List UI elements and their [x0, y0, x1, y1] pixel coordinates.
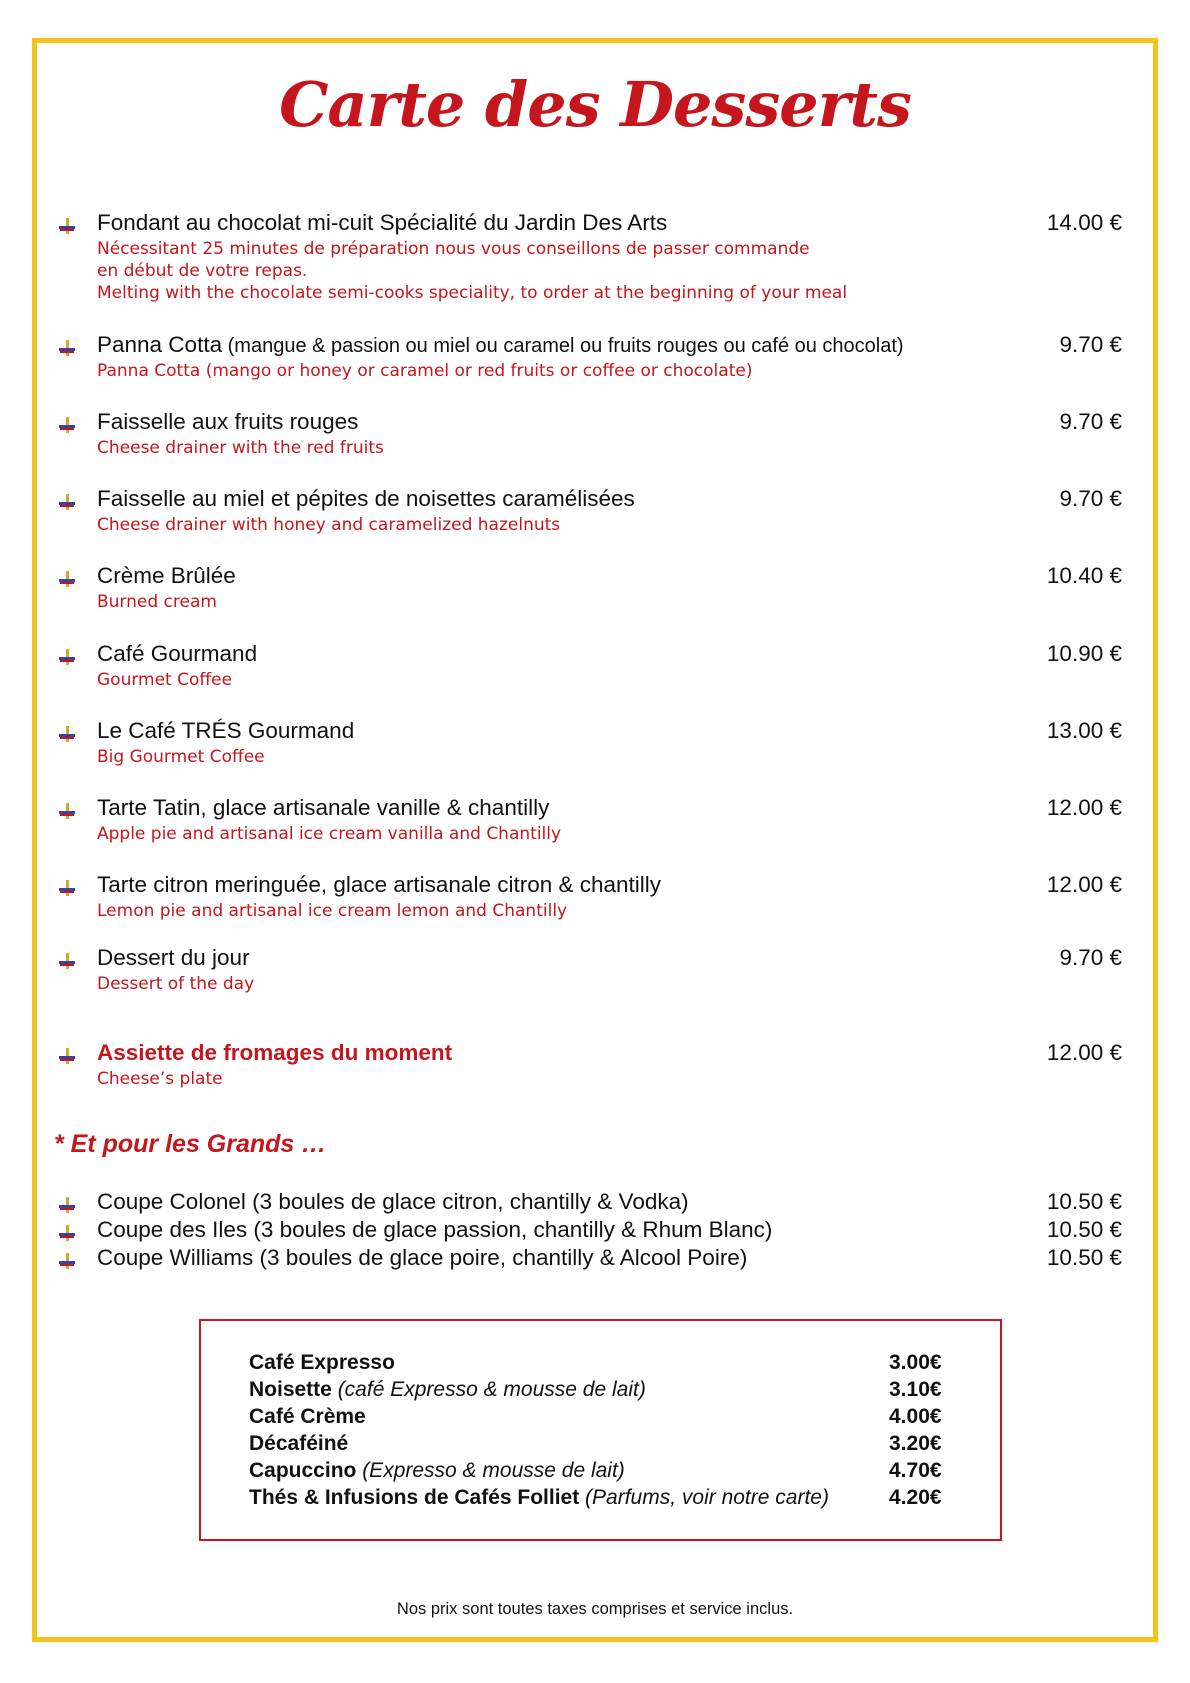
cafe-name: Capuccino [249, 1459, 357, 1482]
dessert-description [97, 669, 232, 691]
description-line: Cheese drainer with honey and caramelized hazelnuts [97, 515, 561, 535]
coupe-price: 10.50 € [1046, 1245, 1122, 1270]
dessert-name-note: (mangue & passion ou miel ou caramel ou fruits rouges ou café ou chocolat) [222, 335, 904, 357]
dessert-price: 13.00 € [1046, 718, 1122, 743]
bullet-icon [58, 415, 76, 433]
dessert-price: 9.70 € [1059, 409, 1122, 434]
cafe-row [249, 1432, 949, 1456]
cafe-row [249, 1378, 949, 1402]
description-line: Apple pie and artisanal ice cream vanilla and Chantilly [97, 824, 562, 844]
bullet-icon [58, 1251, 76, 1269]
bullet-icon [58, 951, 76, 969]
cafe-price: 3.00€ [889, 1351, 942, 1374]
dessert-description [97, 900, 567, 922]
cafe-row [249, 1459, 949, 1483]
dessert-description [97, 823, 561, 845]
bullet-icon [58, 1195, 76, 1213]
bullet-icon [58, 492, 76, 510]
description-line: en début de votre repas. [97, 261, 308, 281]
cafe-name: Décaféiné [249, 1432, 349, 1455]
dessert-name: Tarte Tatin, glace artisanale vanille & chantilly [97, 795, 550, 820]
dessert-name-main: Panna Cotta [97, 332, 223, 357]
dessert-description [97, 746, 265, 768]
dessert-price: 12.00 € [1046, 795, 1122, 820]
dessert-price: 12.00 € [1046, 1040, 1122, 1065]
bullet-icon [58, 1223, 76, 1241]
dessert-name: Tarte citron meringuée, glace artisanale citron & chantilly [97, 872, 662, 897]
dessert-price: 10.90 € [1046, 641, 1122, 666]
dessert-description [97, 973, 254, 995]
dessert-description [97, 591, 217, 613]
cafe-row [249, 1405, 949, 1429]
description-line: Lemon pie and artisanal ice cream lemon and Chantilly [97, 901, 568, 921]
bullet-icon [58, 216, 76, 234]
cafe-price: 3.10€ [889, 1378, 942, 1401]
cafe-name: Thés & Infusions de Cafés Folliet [249, 1486, 580, 1509]
cafe-box [199, 1319, 1002, 1541]
bullet-icon [58, 724, 76, 742]
bullet-icon [58, 569, 76, 587]
description-line: Panna Cotta (mango or honey or caramel or red fruits or coffee or chocolate) [97, 361, 753, 381]
dessert-name: Assiette de fromages du moment [97, 1040, 453, 1065]
dessert-price: 14.00 € [1046, 210, 1122, 235]
description-line: Big Gourmet Coffee [97, 747, 265, 767]
cafe-note: (café Expresso & mousse de lait) [331, 1378, 646, 1401]
dessert-name: Dessert du jour [97, 945, 250, 970]
grands-heading: * Et pour les Grands … [54, 1130, 327, 1158]
page-title: Carte des Desserts [279, 68, 911, 141]
bullet-icon [58, 878, 76, 896]
coupe-name: Coupe Colonel (3 boules de glace citron, chantilly & Vodka) [97, 1189, 689, 1214]
cafe-price: 4.00€ [889, 1405, 942, 1428]
description-line: Cheese drainer with the red fruits [97, 438, 384, 458]
bullet-icon [58, 647, 76, 665]
coupe-price: 10.50 € [1046, 1217, 1122, 1242]
coupe-name: Coupe des Iles (3 boules de glace passion, chantilly & Rhum Blanc) [97, 1217, 773, 1242]
description-line: Melting with the chocolate semi-cooks speciality, to order at the beginning of your meal [97, 283, 848, 303]
dessert-description [97, 238, 847, 304]
cafe-price: 4.70€ [889, 1459, 942, 1482]
dessert-name: Le Café TRÉS Gourmand [97, 718, 355, 743]
dessert-description [97, 1068, 223, 1090]
description-line: Burned cream [97, 592, 217, 612]
dessert-name: Faisselle aux fruits rouges [97, 409, 359, 434]
dessert-description [97, 514, 560, 536]
bullet-icon [58, 801, 76, 819]
dessert-name [97, 332, 904, 358]
dessert-price: 9.70 € [1059, 945, 1122, 970]
dessert-name: Faisselle au miel et pépites de noisettes caramélisées [97, 486, 635, 511]
dessert-description [97, 360, 752, 382]
dessert-description [97, 437, 384, 459]
dessert-name: Fondant au chocolat mi-cuit Spécialité du Jardin Des Arts [97, 210, 668, 235]
cafe-row [249, 1351, 949, 1375]
dessert-name: Crème Brûlée [97, 563, 236, 588]
description-line: Gourmet Coffee [97, 670, 233, 690]
footer-note: Nos prix sont toutes taxes comprises et service inclus. [396, 1600, 794, 1618]
cafe-note: (Expresso & mousse de lait) [356, 1459, 625, 1482]
dessert-name: Café Gourmand [97, 641, 258, 666]
description-line: Nécessitant 25 minutes de préparation nous vous conseillons de passer commande [97, 239, 810, 259]
cafe-row [249, 1486, 949, 1510]
dessert-price: 9.70 € [1059, 332, 1122, 357]
dessert-price: 12.00 € [1046, 872, 1122, 897]
bullet-icon [58, 1046, 76, 1064]
cafe-price: 4.20€ [889, 1486, 942, 1509]
cafe-name: Noisette [249, 1378, 332, 1401]
bullet-icon [58, 338, 76, 356]
cafe-price: 3.20€ [889, 1432, 942, 1455]
description-line: Cheese’s plate [97, 1069, 223, 1089]
description-line: Dessert of the day [97, 974, 255, 994]
dessert-price: 9.70 € [1059, 486, 1122, 511]
coupe-price: 10.50 € [1046, 1189, 1122, 1214]
cafe-name: Café Expresso [249, 1351, 395, 1374]
cafe-note: (Parfums, voir notre carte) [579, 1486, 829, 1509]
cafe-name: Café Crème [249, 1405, 366, 1428]
dessert-price: 10.40 € [1046, 563, 1122, 588]
coupe-name: Coupe Williams (3 boules de glace poire, chantilly & Alcool Poire) [97, 1245, 748, 1270]
